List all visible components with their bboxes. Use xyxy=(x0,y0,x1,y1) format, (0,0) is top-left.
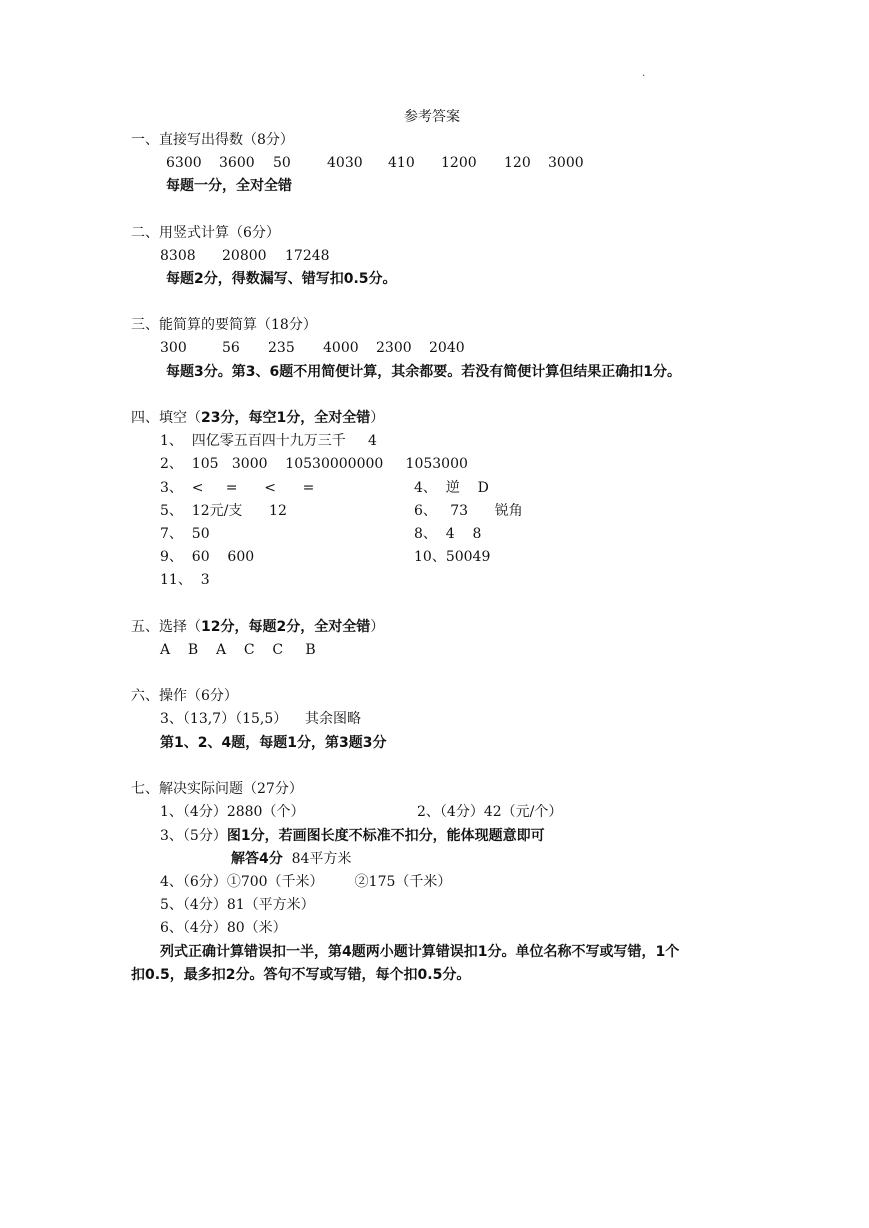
s2-answer: 17248 xyxy=(285,248,330,264)
section-7-heading: 七、解决实际问题（27分） xyxy=(131,781,303,797)
s1-answer: 3600 xyxy=(219,155,255,171)
section-1-heading: 一、直接写出得数（8分） xyxy=(131,132,294,148)
s4-row-7: 7、 50 xyxy=(160,526,210,542)
corner-dot: . xyxy=(642,68,646,79)
s4-row-3: 3、 < = < = xyxy=(160,480,315,496)
s2-answer: 8308 xyxy=(160,248,196,264)
s4-row-10: 10、50049 xyxy=(414,549,491,565)
s1-answer: 1200 xyxy=(441,155,477,171)
section-6-heading: 六、操作（6分） xyxy=(131,688,238,704)
s5-answers: A B A C C B xyxy=(160,642,316,658)
s7-q6: 6、（4分）80（米） xyxy=(160,920,287,936)
s4-row-1: 1、 四亿零五百四十九万三千 4 xyxy=(160,433,377,449)
s1-answer: 4030 xyxy=(327,155,363,171)
s4-row-11: 11、 3 xyxy=(160,572,210,588)
s7-scoring-note-1: 列式正确计算错误扣一半，第4题两小题计算错误扣1分。单位名称不写或写错，1个 xyxy=(160,944,680,960)
s7-q4: 4、（6分）①700（千米） ②175（千米） xyxy=(160,874,452,890)
s4-row-9: 9、 60 600 xyxy=(160,549,255,565)
s4-row-8: 8、 4 8 xyxy=(414,526,482,542)
s3-answer: 300 xyxy=(160,340,187,356)
s2-scoring-note: 每题2分，得数漏写、错写扣0.5分。 xyxy=(166,271,397,287)
s1-answer: 410 xyxy=(388,155,415,171)
s7-q5: 5、（4分）81（平方米） xyxy=(160,897,315,913)
s7-q1: 1、（4分）2880（个） xyxy=(160,804,305,820)
section-2-heading: 二、用竖式计算（6分） xyxy=(131,225,280,241)
s3-answer: 235 xyxy=(268,340,295,356)
s1-answer: 50 xyxy=(273,155,291,171)
s6-scoring-note: 第1、2、4题，每题1分，第3题3分 xyxy=(160,735,387,751)
page-title: 参考答案 xyxy=(404,109,460,125)
s2-answer: 20800 xyxy=(222,248,267,264)
s3-scoring-note: 每题3分。第3、6题不用简便计算，其余都要。若没有简便计算但结果正确扣1分。 xyxy=(166,364,681,380)
section-3-heading: 三、能简算的要简算（18分） xyxy=(131,317,317,333)
s1-answer: 3000 xyxy=(548,155,584,171)
s1-answer: 120 xyxy=(504,155,531,171)
s3-answer: 56 xyxy=(222,340,240,356)
s4-row-2: 2、 105 3000 10530000000 1053000 xyxy=(160,456,468,472)
s7-q3-solution: 解答4分 84平方米 xyxy=(231,851,352,867)
s4-row-5: 5、 12元/支 12 xyxy=(160,503,287,519)
s7-q2: 2、（4分）42（元/个） xyxy=(417,804,563,820)
s3-answer: 2300 xyxy=(376,340,412,356)
s7-q3: 3、（5分）图1分，若画图长度不标准不扣分，能体现题意即可 xyxy=(160,828,545,844)
section-4-heading: 四、填空（23分，每空1分，全对全错） xyxy=(131,410,385,426)
s1-answer: 6300 xyxy=(166,155,202,171)
s3-answer: 2040 xyxy=(429,340,465,356)
s6-answer: 3、（13,7）（15,5） 其余图略 xyxy=(160,711,362,727)
s4-row-4: 4、 逆 D xyxy=(414,480,489,496)
s1-scoring-note: 每题一分，全对全错 xyxy=(166,178,292,194)
s7-scoring-note-2: 扣0.5，最多扣2分。答句不写或写错，每个扣0.5分。 xyxy=(131,967,471,983)
s3-answer: 4000 xyxy=(323,340,359,356)
s4-row-6: 6、 73 锐角 xyxy=(414,503,523,519)
section-5-heading: 五、选择（12分，每题2分，全对全错） xyxy=(131,619,385,635)
